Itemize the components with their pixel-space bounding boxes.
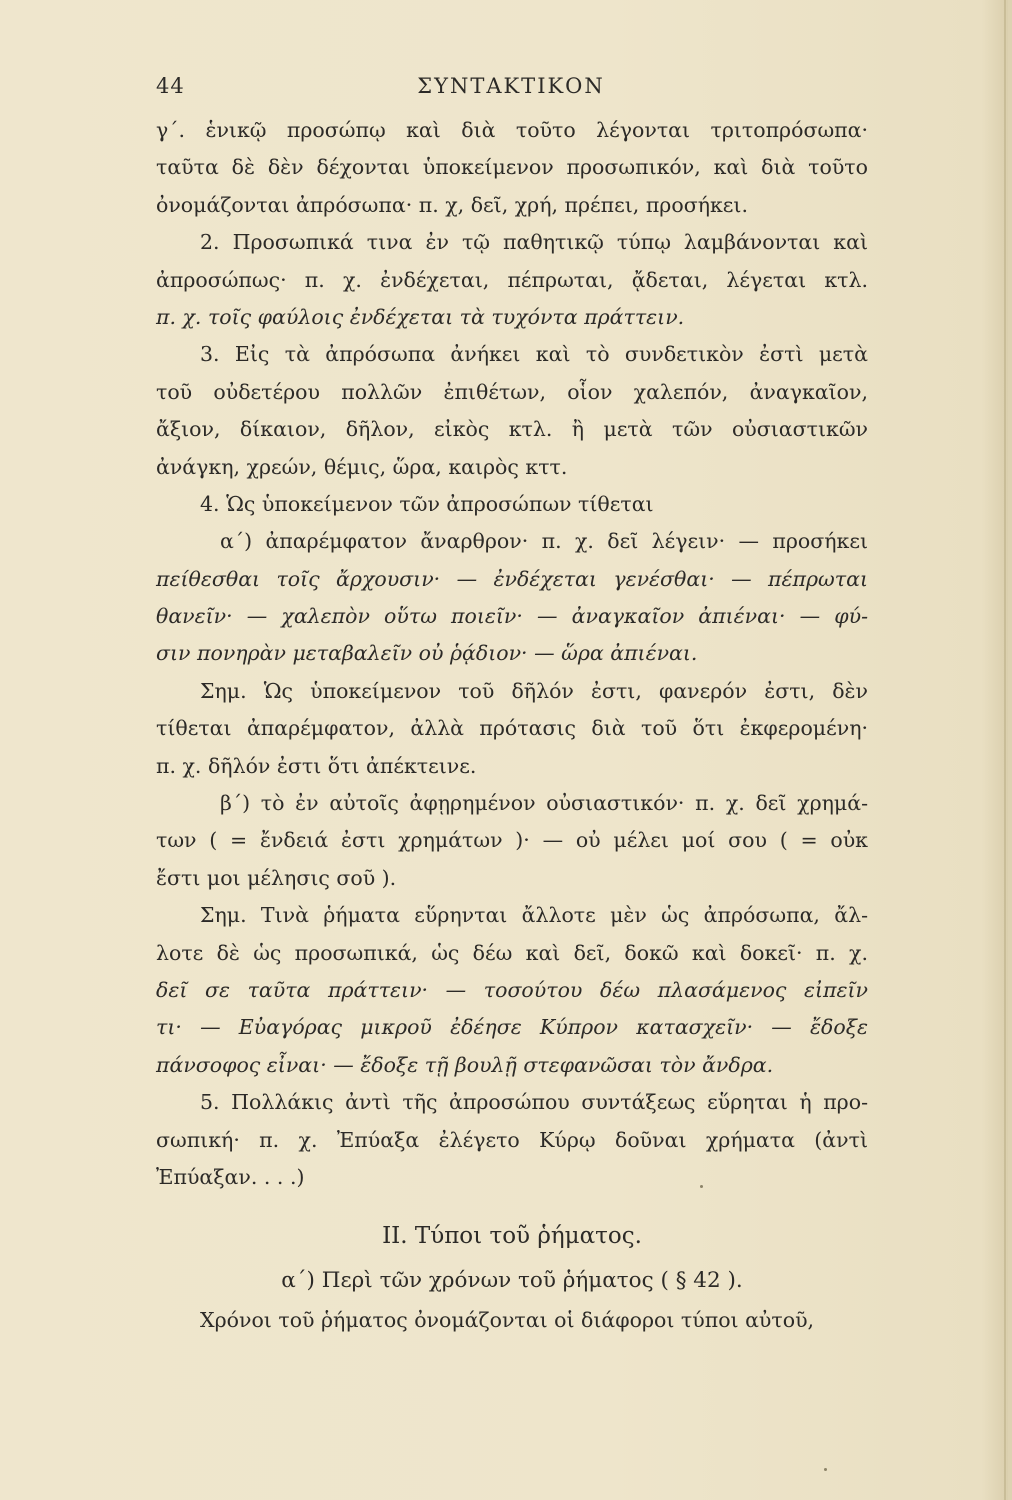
text-line: σιν πονηρὰν μεταβαλεῖν οὐ ῥᾴδιον· — ὥρα ἀπιέναι.: [156, 641, 698, 666]
text-line: β΄) τὸ ἐν αὐτοῖς ἀφῃρημένον οὐσιαστικόν· π. χ. δεῖ χρημά-: [220, 791, 868, 816]
text-line: σωπική· π. χ. Ἐπύαξα ἐλέγετο Κύρῳ δοῦναι χρήματα (ἀντὶ: [156, 1127, 868, 1152]
running-title: ΣΥΝΤΑΚΤΙΚΟΝ: [417, 74, 605, 98]
text-line: π. χ. δῆλόν ἐστι ὅτι ἀπέκτεινε.: [156, 753, 477, 778]
text-line: τίθεται ἀπαρέμφατον, ἀλλὰ πρότασις διὰ τοῦ ὅτι ἐκφερομένη·: [156, 716, 868, 741]
paper-speck: [824, 1468, 827, 1471]
text-line: α΄) ἀπαρέμφατον ἄναρθρον· π. χ. δεῖ λέγειν· — προσήκει: [220, 529, 868, 554]
text-line: λοτε δὲ ὡς προσωπικά, ὡς δέω καὶ δεῖ, δοκῶ καὶ δοκεῖ· π. χ.: [156, 940, 868, 965]
text-line: ἄξιον, δίκαιον, δῆλον, εἰκὸς κτλ. ἢ μετὰ τῶν οὐσιαστικῶν: [156, 417, 868, 442]
text-line: 4. Ὡς ὑποκείμενον τῶν ἀπροσώπων τίθεται: [200, 491, 654, 516]
page-body: [156, 112, 868, 1340]
section-heading: II. Τύποι τοῦ ῥήματος.: [382, 1223, 642, 1250]
text-line: ταῦτα δὲ δὲν δέχονται ὑποκείμενον προσωπικόν, καὶ διὰ τοῦτο: [156, 155, 868, 180]
text-line: πείθεσθαι τοῖς ἄρχουσιν· — ἐνδέχεται γενέσθαι· — πέπρωται: [156, 566, 868, 591]
text-line: γ΄. ἑνικῷ προσώπῳ καὶ διὰ τοῦτο λέγονται τριτοπρόσωπα·: [156, 118, 868, 142]
paper-speck: [700, 1185, 703, 1188]
text-line: Ἐπύαξαν. . . .): [156, 1164, 305, 1189]
text-line: ἀνάγκη, χρεών, θέμις, ὥρα, καιρὸς κττ.: [156, 454, 568, 479]
page-header: [156, 74, 866, 104]
text-line: π. χ. τοῖς φαύλοις ἐνδέχεται τὰ τυχόντα πράττειν.: [156, 304, 685, 329]
page-edge: [1008, 0, 1012, 1500]
page-edge-line: [1004, 0, 1006, 1500]
text-line: 5. Πολλάκις ἀντὶ τῆς ἀπροσώπου συντάξεως εὕρηται ἡ προ-: [200, 1090, 868, 1115]
text-line: των ( = ἔνδειά ἐστι χρημάτων )· — οὐ μέλει μοί σου ( = οὐκ: [156, 828, 868, 853]
text-line: 3. Εἰς τὰ ἀπρόσωπα ἀνήκει καὶ τὸ συνδετικὸν ἐστὶ μετὰ: [200, 342, 868, 367]
subsection-heading: α΄) Περὶ τῶν χρόνων τοῦ ῥήματος ( § 42 ).: [281, 1268, 743, 1294]
text-line: Χρόνοι τοῦ ῥήματος ὀνομάζονται οἱ διάφοροι τύποι αὐτοῦ,: [200, 1308, 815, 1333]
text-line: ἀπροσώπως· π. χ. ἐνδέχεται, πέπρωται, ᾄδεται, λέγεται κτλ.: [156, 267, 868, 292]
text-line: τι· — Εὐαγόρας μικροῦ ἐδέησε Κύπρον κατασχεῖν· — ἔδοξε: [156, 1015, 868, 1040]
text-line: πάνσοφος εἶναι· — ἔδοξε τῇ βουλῇ στεφανῶσαι τὸν ἄνδρα.: [156, 1052, 774, 1077]
text-line: Σημ. Τινὰ ῥήματα εὕρηνται ἄλλοτε μὲν ὡς ἀπρόσωπα, ἄλ-: [200, 903, 868, 928]
page-number: 44: [156, 74, 185, 98]
text-line: Σημ. Ὡς ὑποκείμενον τοῦ δῆλόν ἐστι, φανερόν ἐστι, δὲν: [200, 678, 868, 703]
text-line: 2. Προσωπικά τινα ἐν τῷ παθητικῷ τύπῳ λαμβάνονται καὶ: [200, 230, 868, 255]
text-line: ἔστι μοι μέλησις σοῦ ).: [156, 865, 397, 890]
text-line: θανεῖν· — χαλεπὸν οὕτω ποιεῖν· — ἀναγκαῖον ἀπιέναι· — φύ-: [156, 604, 868, 629]
text-line: τοῦ οὐδετέρου πολλῶν ἐπιθέτων, οἷον χαλεπόν, ἀναγκαῖον,: [156, 379, 868, 404]
text-line: δεῖ σε ταῦτα πράττειν· — τοσούτου δέω πλασάμενος εἰπεῖν: [156, 977, 868, 1002]
text-line: ὀνομάζονται ἀπρόσωπα· π. χ, δεῖ, χρή, πρέπει, προσήκει.: [156, 192, 748, 217]
